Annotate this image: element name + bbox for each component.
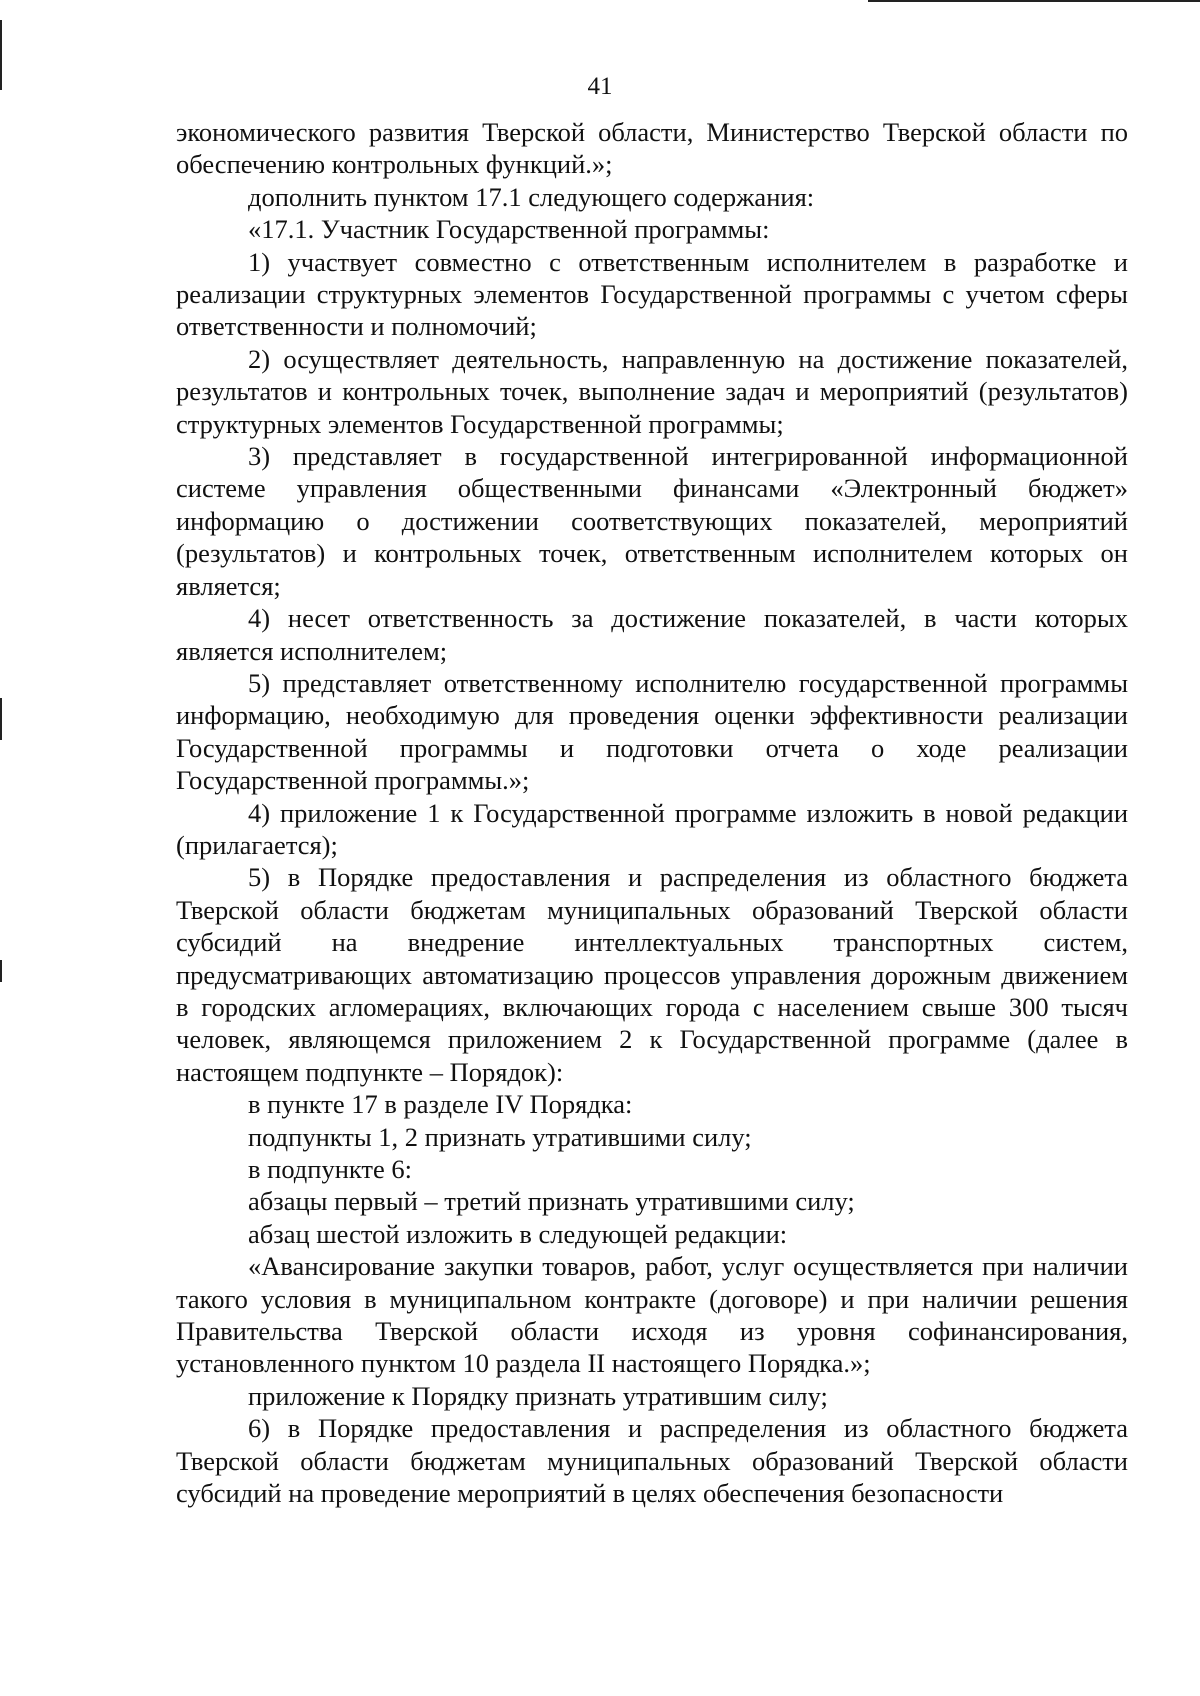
document-body <box>176 116 1128 1509</box>
paragraph-continuation: экономического развития Тверской области, Министерство Тверской области по обеспечению контрольных функций.»; <box>176 117 1128 180</box>
paragraph: абзацы первый – третий признать утратившими силу; <box>248 1186 855 1217</box>
page-number: 41 <box>587 73 613 100</box>
paragraph: «17.1. Участник Государственной программы: <box>248 214 770 245</box>
paragraph: дополнить пунктом 17.1 следующего содержания: <box>248 181 815 212</box>
paragraph: 4) приложение 1 к Государственной программе изложить в новой редакции (прилагается); <box>176 797 1128 860</box>
scan-edge-mark-left-2 <box>0 698 2 740</box>
paragraph: 5) представляет ответственному исполнителю государственной программы информацию, необходимую для проведения оценки эффективности реализации Государственной программы и подготовки отчета о ходе реализации Государственной программы.»; <box>176 667 1128 796</box>
paragraph: 1) участвует совместно с ответственным исполнителем в разработке и реализации структурных элементов Государственной программы с учетом сферы ответственности и полномочий; <box>176 246 1128 342</box>
paragraph: в подпункте 6: <box>248 1154 413 1184</box>
paragraph: 6) в Порядке предоставления и распределения из областного бюджета Тверской области бюджетам муниципальных образований Тверской области субсидий на проведение мероприятий в целях обеспечения безопасности <box>176 1413 1128 1509</box>
paragraph: абзац шестой изложить в следующей редакции: <box>248 1218 788 1249</box>
scan-edge-mark-left-3 <box>0 960 2 982</box>
paragraph: 2) осуществляет деятельность, направленную на достижение показателей, результатов и контрольных точек, выполнение задач и мероприятий (результатов) структурных элементов Государственной программы; <box>176 343 1128 439</box>
paragraph: 4) несет ответственность за достижение показателей, в части которых является исполнителем; <box>176 603 1128 666</box>
paragraph: в пункте 17 в разделе IV Порядка: <box>248 1089 633 1120</box>
paragraph: 3) представляет в государственной интегрированной информационной системе управления общественными финансами «Электронный бюджет» информацию о достижении соответствующих показателей, мероприятий (результатов) и контрольных точек, ответственным исполнителем которых он является; <box>176 441 1128 601</box>
paragraph: приложение к Порядку признать утратившим силу; <box>248 1380 828 1411</box>
paragraph: подпункты 1, 2 признать утратившими силу; <box>248 1121 752 1152</box>
paragraph: «Авансирование закупки товаров, работ, услуг осуществляется при наличии такого условия в муниципальном контракте (договоре) и при наличии решения Правительства Тверской области исходя из уровня софинансирования, установленного пунктом 10 раздела II настоящего Порядка.»; <box>176 1251 1128 1379</box>
scan-edge-mark-top-right <box>868 0 1200 2</box>
paragraph: 5) в Порядке предоставления и распределения из областного бюджета Тверской области бюджетам муниципальных образований Тверской области субсидий на внедрение интеллектуальных транспортных систем, предусматривающих автоматизацию процессов управления дорожным движением в городских агломерациях, включающих города с населением свыше 300 тысяч человек, являющемся приложением 2 к Государственной программе (далее в настоящем подпункте – Порядок): <box>176 862 1128 1087</box>
